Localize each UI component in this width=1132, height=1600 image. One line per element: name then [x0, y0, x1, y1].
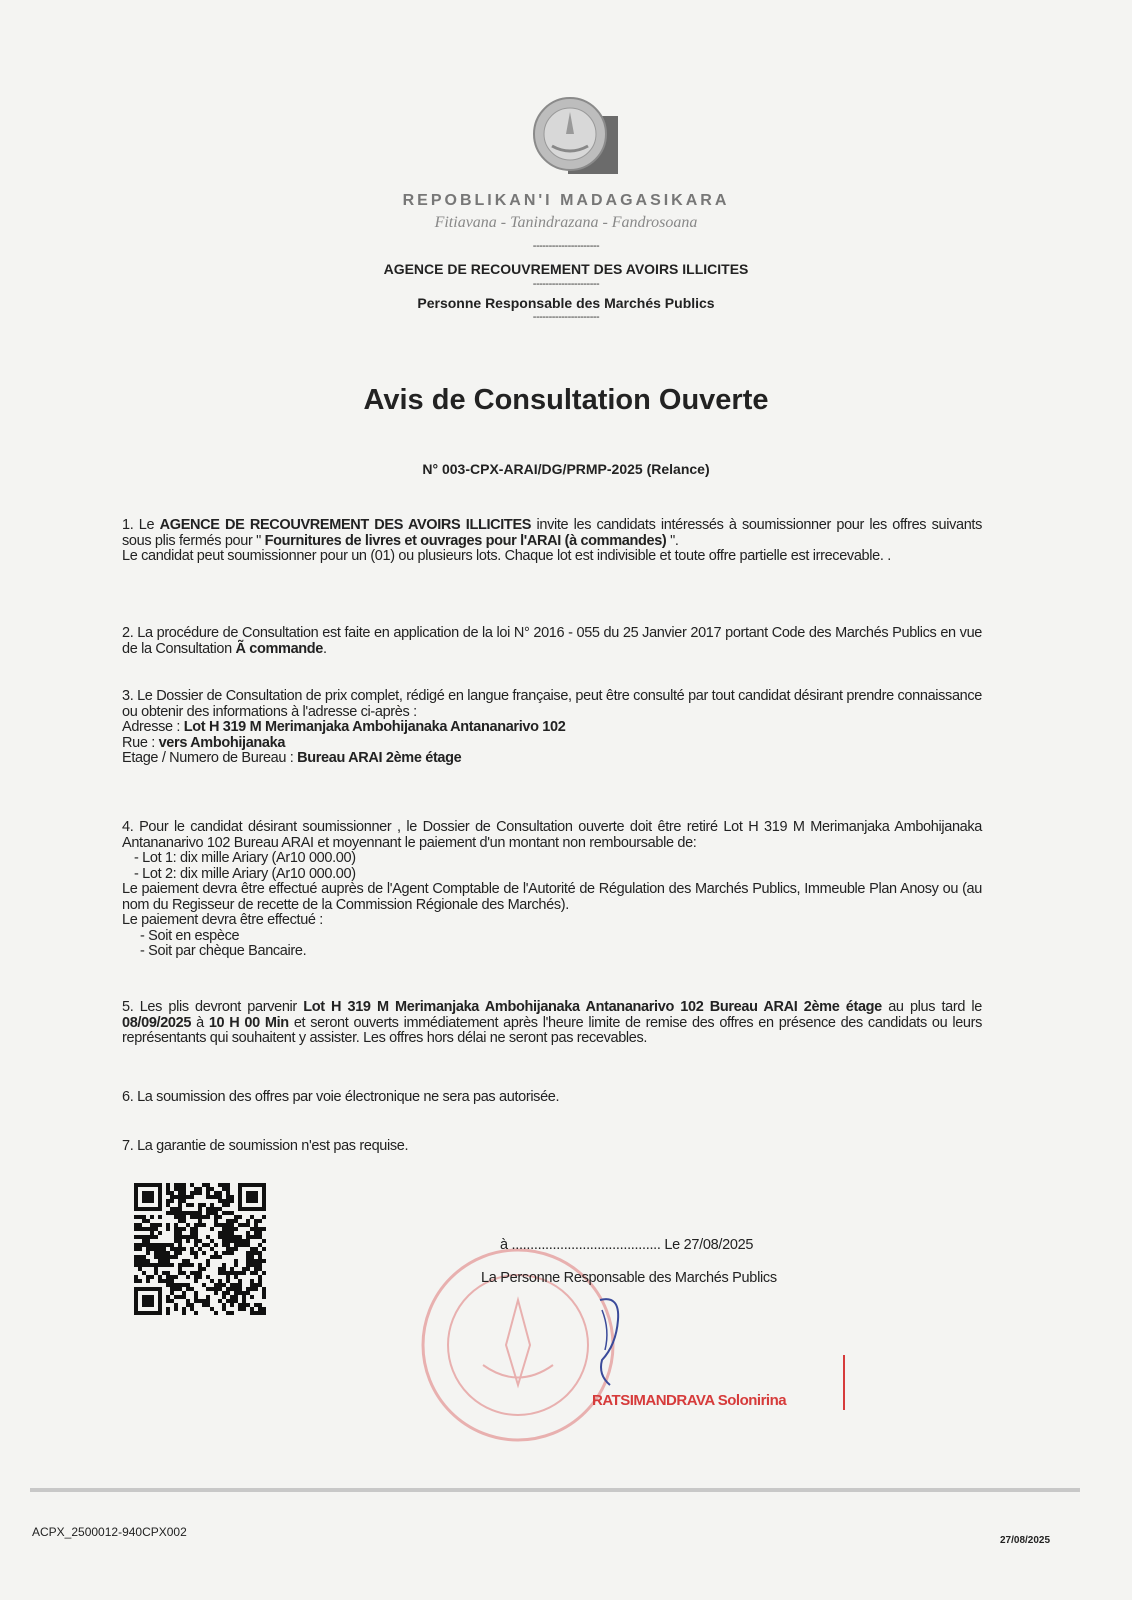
- document-code: ACPX_2500012-940CPX002: [32, 1525, 187, 1539]
- handwritten-signature: [580, 1290, 640, 1390]
- text: 5. Les plis devront parvenir: [122, 999, 304, 1015]
- address: Lot H 319 M Merimanjaka Ambohijanaka Antananarivo 102: [183, 719, 566, 735]
- prmp-title: Personne Responsable des Marchés Publics: [417, 295, 715, 311]
- agency-bold: AGENCE DE RECOUVREMENT DES AVOIRS ILLICITES: [159, 517, 532, 533]
- divider: ---------------------: [532, 278, 600, 290]
- payment-mode: - Soit en espèce: [140, 927, 240, 944]
- divider: ---------------------: [532, 240, 600, 252]
- text-bold: Ã commande: [235, 640, 324, 657]
- madagascar-emblem-logo: [530, 94, 620, 176]
- text: 2. La procédure de Consultation est faite en application de la loi N° 2016 - 055 du 25 Janvier 2017 portant Code des Marchés Publics en vue de la Consultation: [122, 625, 982, 657]
- text: ".: [666, 532, 679, 549]
- text: 4. Pour le candidat désirant soumissionner , le Dossier de Consultation ouverte doit être retiré Lot H 319 M Merimanjaka Ambohijanaka Antananarivo 102 Bureau ARAI et moyennant le paiement d'un montant non remboursable de:: [122, 819, 982, 851]
- paragraph-3: [122, 689, 982, 767]
- payment-mode: - Soit par chèque Bancaire.: [140, 943, 307, 959]
- text: Le paiement devra être effectué :: [122, 912, 323, 928]
- paragraph-2: [122, 626, 982, 657]
- qr-code: [134, 1183, 266, 1315]
- address-bold: Lot H 319 M Merimanjaka Ambohijanaka Antananarivo 102 Bureau ARAI 2ème étage: [303, 999, 882, 1015]
- text: 3. Le Dossier de Consultation de prix complet, rédigé en langue française, peut être consulté par tout candidat désirant prendre connaissance ou obtenir des informations à l'adresse ci-après :: [122, 688, 982, 720]
- text: Le paiement devra être effectué auprès de l'Agent Comptable de l'Autorité de Régulation des Marchés Publics, Immeuble Plan Anosy ou (au nom du Regisseur de recette de la Commission Régionale des Marchés).: [122, 881, 982, 913]
- label: Adresse :: [122, 719, 184, 735]
- street: vers Ambohijanaka: [158, 734, 286, 751]
- text: 1. Le: [122, 517, 160, 533]
- place-date: à ........................................ Le 27/08/2025: [500, 1237, 754, 1253]
- page-title: Avis de Consultation Ouverte: [363, 384, 769, 416]
- paragraph-6: 6. La soumission des offres par voie électronique ne sera pas autorisée.: [122, 1089, 560, 1105]
- deadline-date: 08/09/2025: [122, 1014, 192, 1031]
- office: Bureau ARAI 2ème étage: [297, 750, 462, 766]
- text: Le candidat peut soumissionner pour un (01) ou plusieurs lots. Chaque lot est indivisible et toute offre partielle est irrecevable. .: [122, 548, 891, 564]
- lot-item: - Lot 1: dix mille Ariary (Ar10 000.00): [134, 850, 356, 866]
- text: .: [323, 640, 327, 657]
- text: invite les candidats intéressés à soumissionner pour les offres suivants sous plis fermés pour ": [122, 517, 982, 549]
- national-motto: Fitiavana - Tanindrazana - Fandrosoana: [434, 214, 698, 231]
- signatory-name: RATSIMANDRAVA Solonirina: [592, 1392, 787, 1409]
- footer-date: 27/08/2025: [1000, 1535, 1051, 1546]
- paragraph-1: [122, 518, 982, 565]
- paragraph-5: [122, 1000, 982, 1047]
- footer-divider: [30, 1488, 1080, 1492]
- republic-name: REPOBLIKAN'I MADAGASIKARA: [402, 192, 730, 209]
- object-bold: Fournitures de livres et ouvrages pour l'ARAI (à commandes): [264, 532, 667, 549]
- reference-number: N° 003-CPX-ARAI/DG/PRMP-2025 (Relance): [422, 461, 710, 477]
- deadline-time: 10 H 00 Min: [208, 1014, 289, 1031]
- text: à: [191, 1014, 209, 1031]
- agency-name: AGENCE DE RECOUVREMENT DES AVOIRS ILLICITES: [383, 261, 749, 277]
- label: Etage / Numero de Bureau :: [122, 750, 298, 766]
- signatory-role: La Personne Responsable des Marchés Publics: [481, 1270, 777, 1286]
- paragraph-4: [122, 820, 982, 960]
- paragraph-7: 7. La garantie de soumission n'est pas requise.: [122, 1138, 409, 1154]
- divider: ---------------------: [532, 311, 600, 323]
- signature-mark: [843, 1355, 845, 1410]
- text: au plus tard le: [881, 999, 982, 1015]
- label: Rue :: [122, 734, 159, 751]
- text: et seront ouverts immédiatement après l'heure limite de remise des offres en présence des candidats ou leurs représentants qui souhaitent y assister. Les offres hors délai ne seront pas recevables.: [122, 1014, 983, 1046]
- lot-item: - Lot 2: dix mille Ariary (Ar10 000.00): [134, 865, 356, 882]
